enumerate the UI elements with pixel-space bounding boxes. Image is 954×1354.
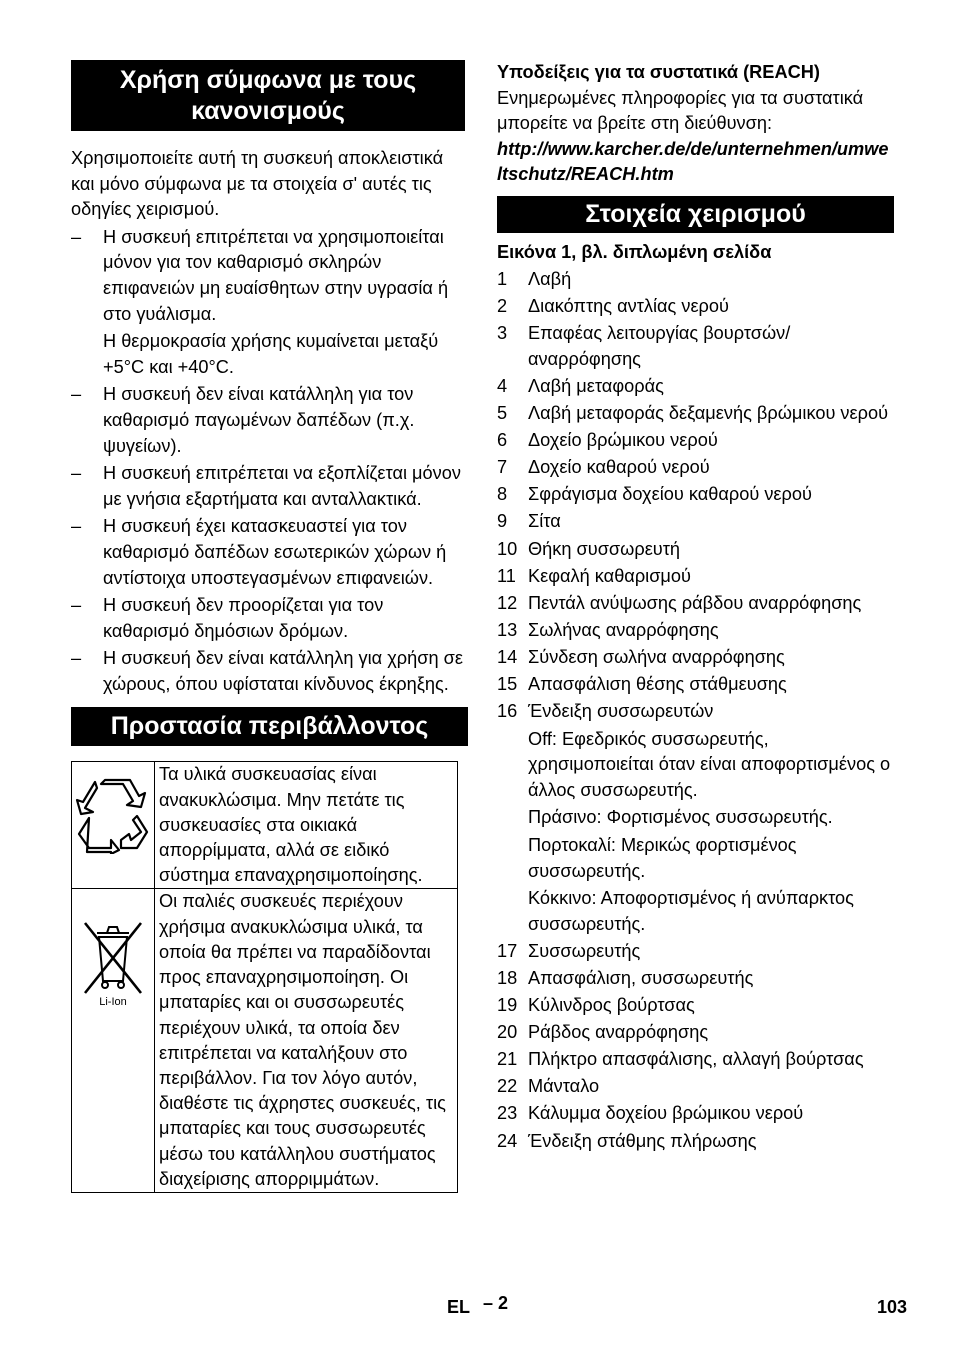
dash-marker: – xyxy=(71,648,82,669)
item-number: 24 xyxy=(497,1130,518,1151)
list-item xyxy=(497,966,893,992)
list-item xyxy=(71,593,465,644)
item-label: Δοχείο καθαρού νερού xyxy=(528,457,710,478)
item-label: Απασφάλιση, συσσωρευτής xyxy=(528,968,754,988)
item-number: 13 xyxy=(497,619,518,640)
item-number: 7 xyxy=(497,457,508,478)
list-item-text: Η συσκευή δεν είναι κατάλληλη για χρήση σε χώρους, όπου υφίσταται κίνδυνος έκρηξης. xyxy=(103,648,463,694)
item-label: Θήκη συσσωρευτή xyxy=(528,538,681,559)
item-label: Δοχείο βρώμικου νερού xyxy=(528,430,718,451)
item-label: Σύνδεση σωλήνα αναρρόφησης xyxy=(528,646,785,667)
dash-marker: – xyxy=(71,226,82,247)
item-sub-text: Πράσινο: Φορτισμένος συσσωρευτής. xyxy=(528,807,833,828)
footer-subpage: – 2 xyxy=(483,1293,509,1313)
list-item xyxy=(71,461,465,512)
dash-marker: – xyxy=(71,384,82,405)
list-item xyxy=(497,564,893,590)
item-sub-text: Πορτοκαλί: Μερικώς φορτισμένος συσσωρευτής. xyxy=(528,835,797,881)
item-number: 10 xyxy=(497,538,518,559)
item-label: Σίτα xyxy=(528,511,561,532)
dash-marker: – xyxy=(71,595,82,616)
item-number: 16 xyxy=(497,701,518,722)
footer-language: EL xyxy=(447,1297,471,1317)
list-item xyxy=(497,672,893,698)
item-label: Λαβή μεταφοράς δεξαμενής βρώμικου νερού xyxy=(528,403,889,424)
list-item xyxy=(497,321,893,372)
list-item xyxy=(497,1129,893,1155)
environment-table xyxy=(71,761,458,1192)
item-label: Πλήκτρο απασφάλισης, αλλαγή βούρτσας xyxy=(528,1049,864,1070)
list-item xyxy=(497,267,893,293)
item-number: 11 xyxy=(497,565,516,586)
page-number: 103 xyxy=(877,1297,908,1317)
list-item-text: Η συσκευή δεν είναι κατάλληλη για τον καθαρισμό παγωμένων δαπέδων (π.χ. ψυγείων). xyxy=(103,384,415,456)
list-item xyxy=(497,401,893,427)
item-label: Λαβή xyxy=(528,269,572,290)
dash-marker: – xyxy=(71,516,82,537)
list-item xyxy=(71,514,465,591)
item-number: 3 xyxy=(497,323,508,344)
reach-url-link[interactable]: http://www.karcher.de/de/unternehmen/umweltschutz/REACH.htm xyxy=(497,138,889,185)
list-item xyxy=(497,455,893,481)
item-label: Μάνταλο xyxy=(528,1076,600,1097)
item-number: 6 xyxy=(497,430,508,451)
list-item-text: Η συσκευή δεν προορίζεται για τον καθαρισμό δημόσιων δρόμων. xyxy=(103,595,384,641)
list-item xyxy=(497,374,893,400)
item-label: Διακόπτης αντλίας νερού xyxy=(528,296,729,317)
item-number: 12 xyxy=(497,592,518,613)
list-item xyxy=(497,939,893,965)
list-item xyxy=(497,1020,893,1046)
item-label: Ένδειξη στάθμης πλήρωσης xyxy=(528,1130,757,1151)
list-item xyxy=(71,382,465,459)
env-icon-cell xyxy=(72,889,155,1192)
list-item xyxy=(497,591,893,617)
left-column xyxy=(71,60,465,1193)
list-item-text: Η συσκευή επιτρέπεται να εξοπλίζεται μόνον με γνήσια εξαρτήματα και ανταλλακτικά. xyxy=(103,463,461,509)
list-item xyxy=(497,1074,893,1100)
item-number: 4 xyxy=(497,375,508,396)
item-number: 8 xyxy=(497,484,508,505)
heading-environment: Προστασία περιβάλλοντος xyxy=(71,707,468,746)
item-label: Επαφέας λειτουργίας βουρτσών/αναρρόφησης xyxy=(528,323,791,369)
list-item-text: Η συσκευή έχει κατασκευαστεί για τον καθαρισμό δαπέδων εσωτερικών χώρων ή αντίστοιχα υποστεγασμένων επιφανειών. xyxy=(103,516,447,588)
item-number: 18 xyxy=(497,968,518,988)
list-item xyxy=(497,618,893,644)
item-number: 9 xyxy=(497,511,508,532)
list-item xyxy=(497,645,893,671)
item-number: 20 xyxy=(497,1022,518,1043)
intended-use-intro: Χρησιμοποιείτε αυτή τη συσκευή αποκλειστικά και μόνο σύμφωνα με τα στοιχεία σ' αυτές τις οδηγίες χειρισμού. xyxy=(71,148,444,220)
item-label: Ράβδος αναρρόφησης xyxy=(528,1022,709,1043)
dash-marker: – xyxy=(71,463,82,484)
list-item xyxy=(497,509,893,535)
item-sub-text: Off: Εφεδρικός συσσωρευτής, χρησιμοποιείται όταν είναι αποφορτισμένος ο άλλος συσσωρευτής. xyxy=(528,728,891,800)
item-label: Πεντάλ ανύψωσης ράβδου αναρρόφησης xyxy=(528,592,862,613)
item-label: Κεφαλή καθαρισμού xyxy=(528,565,691,586)
list-item xyxy=(71,225,465,381)
item-sub-text: Κόκκινο: Αποφορτισμένος ή ανύπαρκτος συσσωρευτής. xyxy=(528,888,854,934)
crossed-bin-icon xyxy=(75,917,151,1007)
item-number: 21 xyxy=(497,1049,518,1070)
list-item xyxy=(497,1101,893,1127)
item-label: Λαβή μεταφοράς xyxy=(528,375,664,396)
list-item xyxy=(497,1047,893,1073)
item-number: 2 xyxy=(497,296,508,317)
heading-controls: Στοιχεία χειρισμού xyxy=(497,196,894,233)
item-label: Απασφάλιση θέσης στάθμευσης xyxy=(528,673,787,694)
list-item xyxy=(497,482,893,508)
right-column xyxy=(497,60,893,1154)
list-item-extra: Η θερμοκρασία χρήσης κυμαίνεται μεταξύ +5°C και +40°C. xyxy=(103,331,439,377)
list-item xyxy=(71,646,465,697)
figure-reference: Εικόνα 1, βλ. διπλωμένη σελίδα xyxy=(497,241,772,262)
list-item xyxy=(497,428,893,454)
item-number: 15 xyxy=(497,673,518,694)
item-label: Σφράγισμα δοχείου καθαρού νερού xyxy=(528,484,812,505)
item-number: 23 xyxy=(497,1103,518,1124)
list-item xyxy=(497,699,893,937)
li-ion-label: Li-Ion xyxy=(99,996,127,1008)
env-row-old-devices xyxy=(72,889,458,1192)
intended-use-list xyxy=(71,225,465,698)
item-number: 5 xyxy=(497,403,508,424)
item-label: Κύλινδρος βούρτσας xyxy=(528,995,695,1016)
item-label: Σωλήνας αναρρόφησης xyxy=(528,619,719,640)
item-label: Συσσωρευτής xyxy=(528,940,641,961)
heading-intended-use: Χρήση σύμφωνα με τους κανονισμούς xyxy=(71,60,465,131)
reach-title: Υποδείξεις για τα συστατικά (REACH) xyxy=(497,62,820,82)
item-number: 14 xyxy=(497,646,518,667)
item-number: 17 xyxy=(497,940,518,961)
item-number: 19 xyxy=(497,995,518,1016)
list-item xyxy=(497,294,893,320)
env-row-packaging xyxy=(72,762,458,889)
item-label: Ένδειξη συσσωρευτών xyxy=(528,701,714,722)
item-number: 1 xyxy=(497,269,508,290)
recycle-icon xyxy=(75,774,151,854)
controls-list xyxy=(497,267,893,1154)
item-number: 22 xyxy=(497,1076,518,1097)
list-item-text: Η συσκευή επιτρέπεται να χρησιμοποιείται μόνον για τον καθαρισμό σκληρών επιφανειών μη ευαίσθητων στην υγρασία ή στο γυάλισμα. xyxy=(103,226,449,324)
item-label: Κάλυμμα δοχείου βρώμικου νερού xyxy=(528,1103,804,1124)
list-item xyxy=(497,993,893,1019)
env-text-packaging: Τα υλικά συσκευασίας είναι ανακυκλώσιμα. Μην πετάτε τις συσκευασίες στα οικιακά απορρίμματα, αλλά σε ειδικό σύστημα επαναχρησιμοποίησης. xyxy=(155,762,458,889)
env-text-old-devices: Οι παλιές συσκευές περιέχουν χρήσιμα ανακυκλώσιμα υλικά, τα οποία θα πρέπει να παραδίδονται προς επαναχρησιμοποίηση. Οι μπαταρίες και οι συσσωρευτές περιέχουν υλικά, τα οποία δεν επιτρέπεται να καταλήξουν στο περιβάλλον. Για τον λόγο αυτόν, διαθέστε τις άχρηστες συσκευές, τις μπαταρίες και τους συσσωρευτές μέσω του κατάλληλου συστήματος διαχείρισης απορριμμάτων. xyxy=(155,889,458,1192)
env-icon-cell xyxy=(72,762,155,889)
list-item xyxy=(497,537,893,563)
reach-text: Ενημερωμένες πληροφορίες για τα συστατικά μπορείτε να βρείτε στη διεύθυνση: xyxy=(497,87,864,134)
